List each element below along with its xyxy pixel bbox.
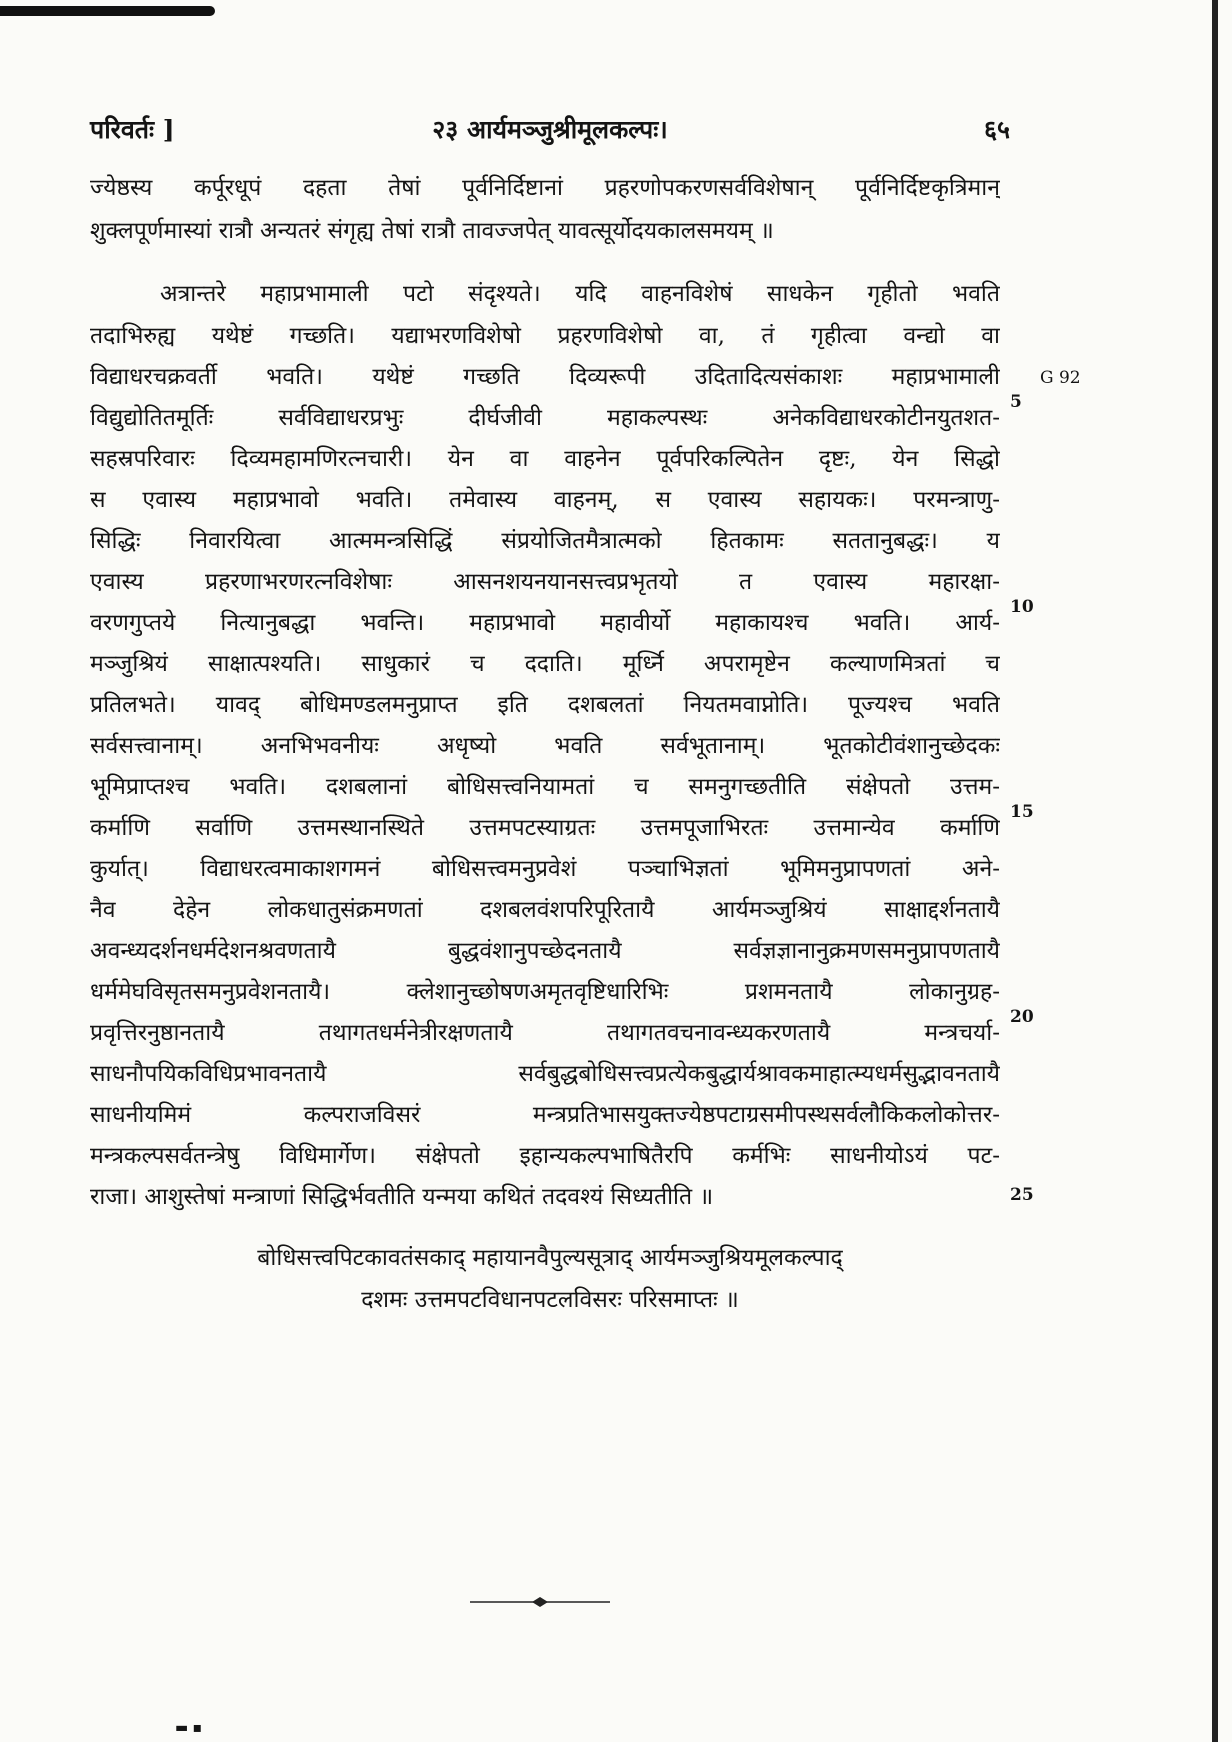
text-line: कुर्यात्। विद्याधरत्वमाकाशगमनं बोधिसत्त्वमनुप्रवेशं पञ्चाभिज्ञतां भूमिमनुप्रापणतां अने- bbox=[90, 856, 1000, 882]
bleed-through-mark: ▬ ▪ bbox=[175, 1720, 203, 1736]
page-binding-edge bbox=[1212, 0, 1218, 1742]
text-line: साधनौपयिकविधिप्रभावनतायै सर्वबुद्धबोधिसत्त्वप्रत्येकबुद्धार्यश्रावकमाहात्म्यधर्मसुद्भावनतायै bbox=[90, 1061, 1000, 1087]
text-line: नैव देहेन लोकधातुसंक्रमणतां दशबलवंशपरिपूरितायै आर्यमञ्जुश्रियं साक्षाद्दर्शनतायै bbox=[90, 897, 1000, 923]
text-line: मञ्जुश्रियं साक्षात्पश्यति। साधुकारं च ददाति। मूर्ध्नि अपरामृष्टेन कल्याणमित्रतां च bbox=[90, 651, 1000, 677]
text-line: भूमिप्राप्तश्च भवति। दशबलानां बोधिसत्त्वनियामतां च समनुगच्छतीति संक्षेपतो उत्तम- bbox=[90, 774, 1000, 800]
page-number: ६५ bbox=[983, 115, 1010, 144]
text-line: वरणगुप्तये नित्यानुबद्धा भवन्ति। महाप्रभावो महावीर्यो महाकायश्च भवति। आर्य- bbox=[90, 610, 1000, 636]
header-section-label: परिवर्तः ] bbox=[90, 115, 175, 144]
text-line: प्रतिलभते। यावद् बोधिमण्डलमनुप्राप्त इति दशबलतां नियतमवाप्नोति। पूज्यश्च भवति bbox=[90, 692, 1000, 718]
header-title: २३ आर्यमञ्जुश्रीमूलकल्पः। bbox=[432, 115, 668, 144]
colophon-line: दशमः उत्तमपटविधानपटलविसरः परिसमाप्तः ॥ bbox=[361, 1287, 739, 1313]
text-line: अवन्ध्यदर्शनधर्मदेशनश्रवणतायै बुद्धवंशानुपच्छेदनतायै सर्वज्ञज्ञानानुक्रमणसमनुप्रापणतायै bbox=[90, 938, 1000, 964]
text-line: सहस्रपरिवारः दिव्यमहामणिरत्नचारी। येन वा वाहनेन पूर्वपरिकल्पितेन दृष्टः, येन सिद्धो bbox=[90, 446, 1000, 472]
margin-reference: G 92 bbox=[1040, 368, 1081, 388]
text-line: तदाभिरुह्य यथेष्टं गच्छति। यद्याभरणविशेषो प्रहरणविशेषो वा, तं गृहीत्वा वन्द्यो वा bbox=[90, 323, 1000, 349]
running-header bbox=[90, 112, 1010, 152]
text-line: साधनीयमिमं कल्पराजविसरं मन्त्रप्रतिभासयुक्तज्येष्ठपटाग्रसमीपस्थसर्वलौकिकलोकोत्तर- bbox=[90, 1102, 1000, 1128]
text-line: सर्वसत्त्वानाम्। अनभिभवनीयः अधृष्यो भवति सर्वभूतानाम्। भूतकोटीवंशानुच्छेदकः bbox=[90, 733, 1000, 759]
text-line: विद्याधरचक्रवर्ती भवति। यथेष्टं गच्छति दिव्यरूपी उदितादित्यसंकाशः महाप्रभामाली bbox=[90, 364, 1000, 390]
text-line: प्रवृत्तिरनुष्ठानतायै तथागतधर्मनेत्रीरक्षणतायै तथागतवचनावन्ध्यकरणतायै मन्त्रचर्या- bbox=[90, 1020, 1000, 1046]
colophon-line: बोधिसत्त्वपिटकावतंसकाद् महायानवैपुल्यसूत्राद् आर्यमञ्जुश्रियमूलकल्पाद् bbox=[257, 1245, 843, 1271]
line-number: 10 bbox=[1010, 597, 1034, 617]
line-number: 25 bbox=[1010, 1185, 1034, 1205]
text-line: कर्माणि सर्वाणि उत्तमस्थानस्थिते उत्तमपटस्याग्रतः उत्तमपूजाभिरतः उत्तमान्येव कर्माणि bbox=[90, 815, 1000, 841]
text-line: अत्रान्तरे महाप्रभामाली पटो संदृश्यते। यदि वाहनविशेषं साधकेन गृहीतो भवति bbox=[160, 281, 1000, 307]
text-line: स एवास्य महाप्रभावो भवति। तमेवास्य वाहनम्, स एवास्य सहायकः। परमन्त्राणु- bbox=[90, 487, 1000, 513]
line-number: 5 bbox=[1010, 392, 1022, 412]
section-end-ornament bbox=[470, 1595, 610, 1609]
text-line: एवास्य प्रहरणाभरणरत्नविशेषाः आसनशयनयानसत्त्वप्रभृतयो त एवास्य महारक्षा- bbox=[90, 569, 1000, 595]
text-line: शुक्लपूर्णमास्यां रात्रौ अन्यतरं संगृह्य तेषां रात्रौ तावज्जपेत् यावत्सूर्योदयकालसमयम् ॥ bbox=[90, 218, 774, 244]
text-line: ज्येष्ठस्य कर्पूरधूपं दहता तेषां पूर्वनिर्दिष्टानां प्रहरणोपकरणसर्वविशेषान् पूर्वनिर्दिष्टकृत्रिमान् bbox=[90, 175, 1000, 201]
text-line: धर्ममेघविसृतसमनुप्रवेशनतायै। क्लेशानुच्छोषणअमृतवृष्टिधारिभिः प्रशमनतायै लोकानुग्रह- bbox=[90, 979, 1000, 1005]
text-line: राजा। आशुस्तेषां मन्त्राणां सिद्धिर्भवतीति यन्मया कथितं तदवश्यं सिध्यतीति ॥ bbox=[90, 1184, 714, 1210]
text-line: मन्त्रकल्पसर्वतन्त्रेषु विधिमार्गेण। संक्षेपतो इहान्यकल्पभाषितैरपि कर्मभिः साधनीयोऽयं पट- bbox=[90, 1143, 1000, 1169]
line-number: 20 bbox=[1010, 1007, 1034, 1027]
line-number: 15 bbox=[1010, 802, 1034, 822]
scan-edge-mark bbox=[0, 6, 215, 16]
text-line: विद्युद्योतितमूर्तिः सर्वविद्याधरप्रभुः दीर्घजीवी महाकल्पस्थः अनेकविद्याधरकोटीनयुतशत- bbox=[90, 405, 1000, 431]
text-line: सिद्धिः निवारयित्वा आत्ममन्त्रसिद्धिं संप्रयोजितमैत्रात्मको हितकामः सततानुबद्धः। य bbox=[90, 528, 1000, 554]
